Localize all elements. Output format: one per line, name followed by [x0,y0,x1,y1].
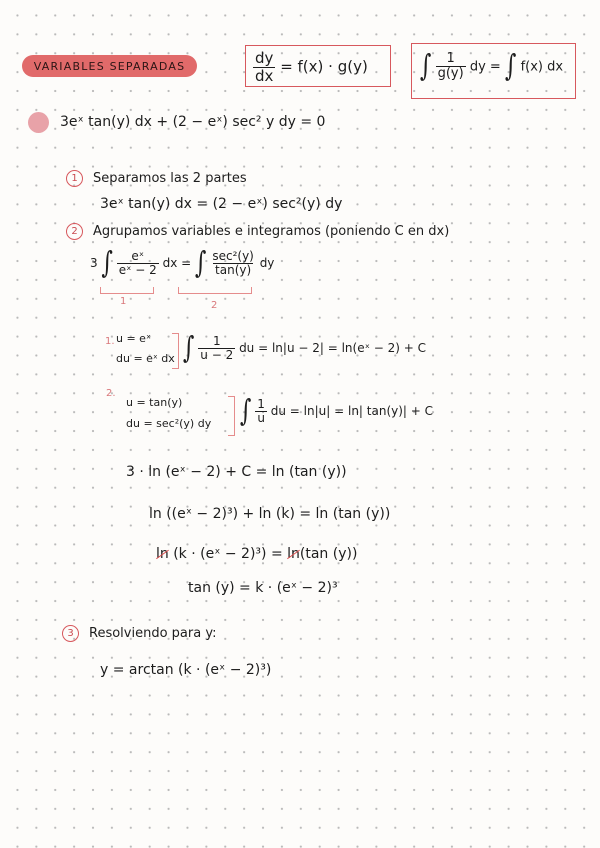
sub-2-bracket [228,396,235,436]
sub-1-integral: ∫ $\frac{1}{u - 2}$ du = ln|u − 2| = ln(eˣ − 2) + C [183,331,426,366]
result-line-2: ln ((eˣ − 2)³) + ln (k) = ln (tan (y)) [149,506,391,522]
sub-2-du: du = sec²(y) dy [126,417,212,430]
result-line-3: ln (k · (eˣ − 2)³) = ln(tan (y)) [156,546,358,562]
problem-equation: 3eˣ tan(y) dx + (2 − eˣ) sec² y dy = 0 [60,114,326,130]
sub-1-bracket [172,333,179,369]
step-3-number: 3 [62,625,79,642]
step-2-number: 2 [66,223,83,240]
step-2: 2 Agrupamos variables e integramos (poniendo C en dx) [66,223,449,240]
integral-formula: ∫ $\frac{1}{g(y)}$ dy = ∫ f(x) dx [420,49,564,84]
sub-1-u: u = eˣ [116,332,151,345]
step-1-equation: 3eˣ tan(y) dx = (2 − eˣ) sec²(y) dy [100,196,343,212]
step-1: 1 Separamos las 2 partes [66,170,247,187]
sub-2-label: 2. [106,388,116,399]
brace-2 [178,287,252,294]
result-line-1: 3 · ln (eˣ − 2) + C = ln (tan (y)) [126,464,347,480]
final-answer: y = arctan (k · (eˣ − 2)³) [100,662,272,678]
integral-equation: 3 ∫ $\frac{\text{eˣ}}{\text{eˣ − 2}}$ dx = ∫ $\frac{\text{sec²(y)}}{\tan(y)}$ dy [90,246,275,281]
section-title: VARIABLES SEPARADAS [22,55,197,77]
separable-formula: $\frac{dy}{dx}$ = f(x) · g(y) [255,49,368,85]
sub-2-integral: ∫ $\frac{1}{u}$ du = ln|u| = ln| tan(y)| + C [240,394,434,429]
bullet-dot [28,112,49,133]
sub-2-u: u = tan(y) [126,396,183,409]
brace-2-label: 2 [211,300,218,311]
sub-1-label: 1. [105,336,115,347]
result-line-4: tan (y) = k · (eˣ − 2)³ [188,580,338,596]
sub-1-du: du = eˣ dx [116,352,175,365]
brace-1 [100,287,154,294]
brace-1-label: 1 [120,296,127,307]
step-1-number: 1 [66,170,83,187]
step-3: 3 Resolviendo para y: [62,625,216,642]
